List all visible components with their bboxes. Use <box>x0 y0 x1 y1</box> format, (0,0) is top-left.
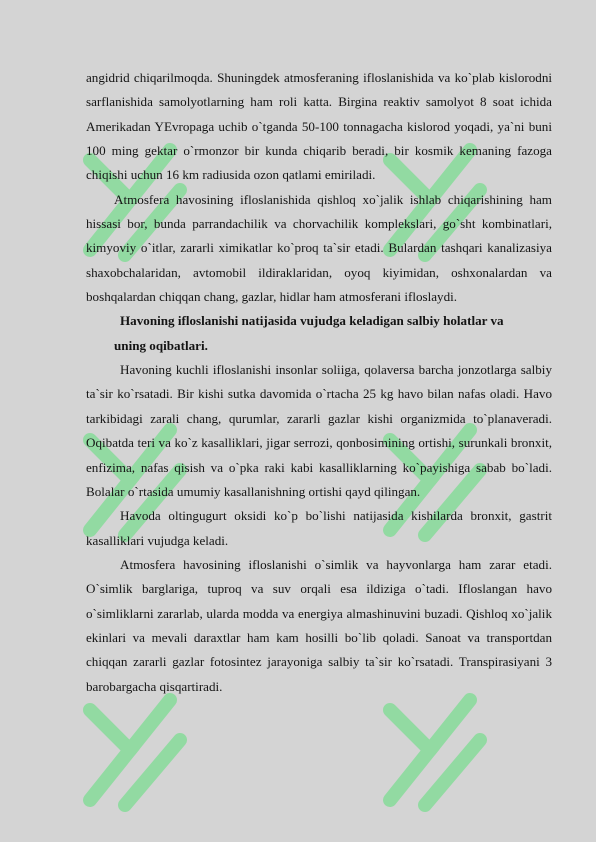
section-heading-line: uning oqibatlari. <box>114 337 208 353</box>
paragraph: angidrid chiqarilmoqda. Shuningdek atmosferaning ifloslanishida va ko`plab kislorodni sarflanishida samolyotlarning ham roli katta. Birgina reaktiv samolyot 8 soat ichida Amerikadan YEvropaga uchib o`tganda 50-100 tonnagacha kislorod yoqadi, ya`ni buni 100 ming gektar o`rmonzor bir kunda chiqarib beradi, bir kosmik kemaning fazoga chiqishi uchun 16 km radiusida ozon qatlami emiriladi. <box>86 70 552 183</box>
document-body <box>86 66 552 699</box>
watermark-logo-icon <box>370 680 500 830</box>
watermark-logo-icon <box>70 680 200 830</box>
paragraph: Atmosfera havosining ifloslanishi o`simlik va hayvonlarga ham zarar etadi. O`simlik barglariga, tuproq va suv orqali esa ildiziga o`tadi. Ifloslangan havo o`simliklarni zararlab, ularda modda va energiya almashinuvini buzadi. Qishloq xo`jalik ekinlari va mevali daraxtlar ham kam hosilli bo`lib qoladi. Sanoat va transportdan chiqqan zararli gazlar fotosintez jarayoniga salbiy ta`sir ko`rsatadi. Transpirasiyani 3 barobargacha qisqartiradi. <box>86 556 552 694</box>
paragraph: Havoda oltingugurt oksidi ko`p bo`lishi natijasida kishilarda bronxit, gastrit kasalliklari vujudga keladi. <box>86 508 552 548</box>
section-heading-line: Havoning ifloslanishi natijasida vujudga keladigan salbiy holatlar va <box>120 313 504 329</box>
paragraph: Atmosfera havosining ifloslanishida qishloq xo`jalik ishlab chiqarishining ham hissasi bor, bunda parrandachilik va chorvachilik komplekslari, go`sht kombinatlari, kimyoviy o`itlar, zararli ximikatlar ko`proq ta`sir etadi. Bulardan tashqari kanalizasiya shaxobchalaridan, avtomobil ildiraklaridan, oyoq kiyimidan, oshxonalardan va boshqalardan chiqqan chang, gazlar, hidlar ham atmosferani ifloslaydi. <box>86 191 552 305</box>
section-heading <box>86 309 552 358</box>
paragraph: Havoning kuchli ifloslanishi insonlar soliiga, qolaversa barcha jonzotlarga salbiy ta`sir ko`rsatadi. Bir kishi sutka davomida o`rtacha 25 kg havo bilan nafas oladi. Havo tarkibidagi zarali chang, qurumlar, zararli gazlar kishi organizmida to`planaveradi. Oqibatda teri va ko`z kasalliklari, jigar serrozi, qonbosimining ortishi, surunkali bronxit, enfizima, nafas qisish va o`pka raki kabi kasalliklarning ko`payishiga sabab bo`ladi. Bolalar o`rtasida umumiy kasallanishning ortishi qayd qilingan. <box>86 362 552 499</box>
